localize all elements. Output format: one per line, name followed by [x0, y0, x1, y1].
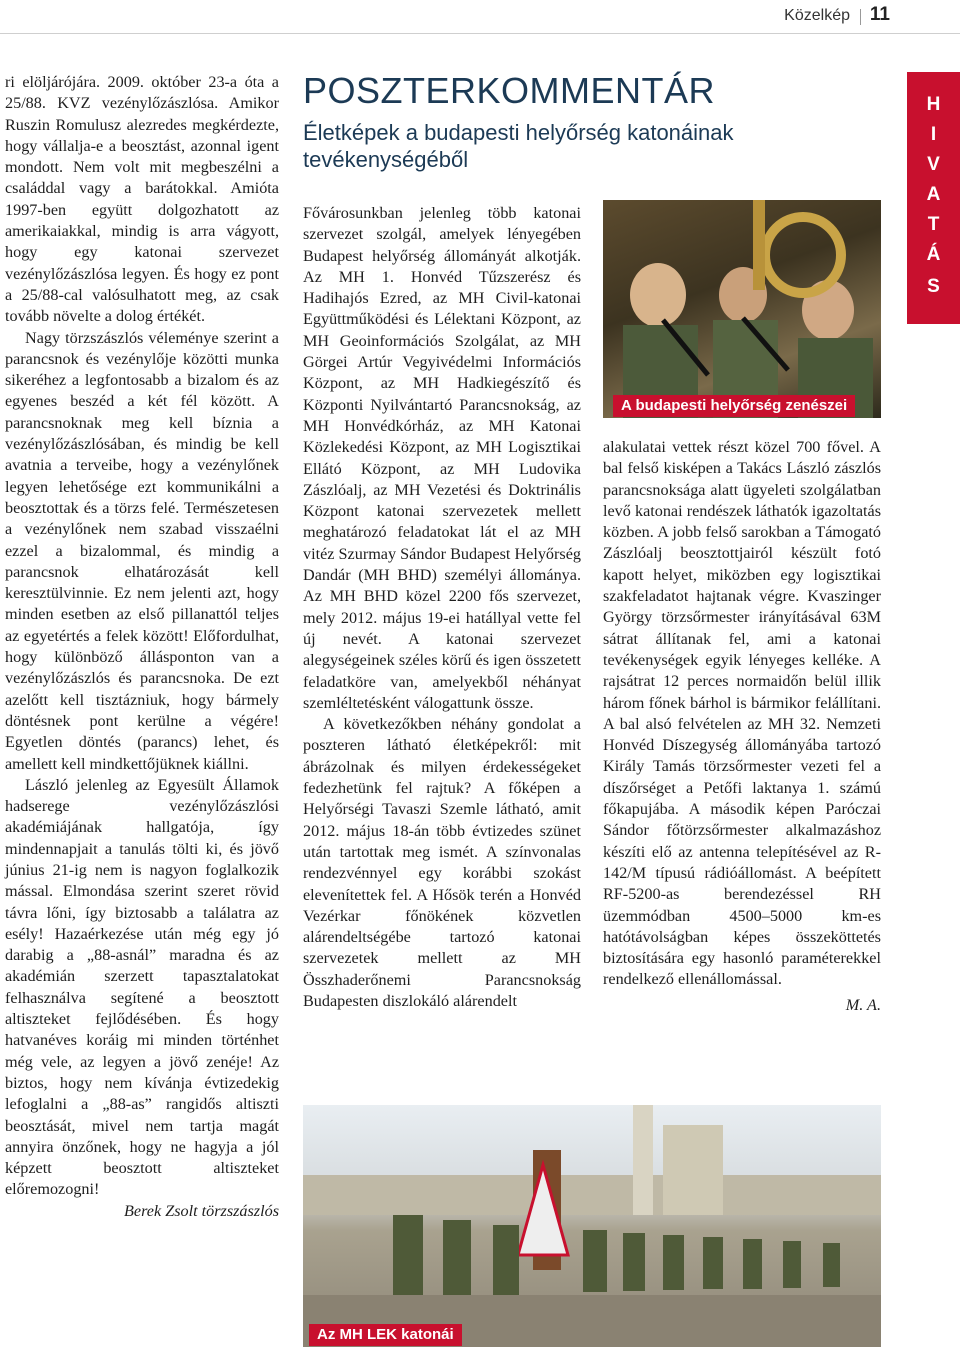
tab-letter: V	[927, 154, 940, 175]
band-photo	[603, 200, 881, 418]
tab-letter: Á	[926, 244, 941, 265]
tab-letter: S	[927, 276, 940, 297]
paragraph: László jelenleg az Egyesült Államok hadserege vezénylőzászlósi akadémiájának hallgatója, így mindennapjait a tanulás tölti ki, és jövő június 21-ig nem is nagyon foglalkozik mással. Elmondása szerint szeret rövid távra lőni, így biztosabb a találatra az esély! Hazaérkezése után még egy jó darabig a „88-asnál” maradna és az akadémián szerzett tapasztalatokat felhasználva segítené a beosztott altiszteket fejlődésében. És hogy hatvanéves koráig mi minden történhet még vele, az legyen a jövő zenéje! Az biztos, hogy nem kívánja évtizedekig lefoglalni a „88-as” rangidős altiszti beosztását, mivel nem tartja magát annyira önzőnek, hogy ne hagyja a jól képzett beosztott altiszteket előremozogni!	[5, 775, 279, 1199]
march-photo	[303, 1105, 881, 1347]
paragraph: Nagy törzszászlós véleménye szerint a parancsnok és vezénylője közötti munka sikeréhez a legfontosabb a bizalom és az egyenes beszéd a két fél között. A parancsnoknak meg kell bíznia a vezénylőzászlósában, és mindig be kell avatnia a terveibe, hogy a vezénylőnek legyen lehetősége ezt kommunikálni a beosztottak és a törzs felé. Természetesen a vezénylőnek nem szabad visszaélni ezzel a bizalommal, és mindig a parancsnok elhatározását kell keresztülvinnie. Ez nem jelenti azt, hogy minden esetben az első pillanattól teljes az egyetértés a felek között! Előfordulhat, hogy különböző állásponton van a vezénylőzászlós és parancsnoka. De ezt azelőtt kell tisztázniuk, hogy bármely döntésnek pont kerülne a végére! Egyetlen döntés (parancs) lehet, és amellett kell mindkettőjüknek kiállni.	[5, 328, 279, 773]
header-rule	[0, 33, 960, 34]
article-column-left	[5, 72, 279, 1222]
page-number: 11	[869, 4, 890, 25]
march-photo-image	[303, 1105, 881, 1347]
march-photo-caption: Az MH LEK katonái	[309, 1324, 462, 1346]
tab-letter: I	[930, 124, 937, 145]
article-subtitle: Életképek a budapesti helyőrség katonáinak tevékenységéből	[303, 120, 734, 172]
tab-letter: T	[927, 214, 940, 235]
article-title: POSZTERKOMMENTÁR	[303, 70, 716, 111]
paragraph: alakulatai vettek részt közel 700 fővel. A bal felső kisképen a Takács László zászlós parancsnoksága alatt ügyeleti szolgálatban levő katonai rendészek láthatók igazoltatás közben. A jobb felső sarokban a Támogató Zászlóalj beosztottjairól készült fotó kapott helyet, miközben egy logisztikai szakfeladatot hajtanak végre. Kvaszinger György törzsőrmester irányításával 63M sátrat állítanak fel, ami a katonai tevékenységek egyik lényeges kelléke. A rajsátrat 12 perces normaidőn belül illik három főnek bárhol is bármikor felállítani. A bal alsó felvételen az MH 32. Nemzeti Honvéd Díszegység állományába tartozó Király Tamás törzsőrmester vezeti fel a díszőrséget a Petőfi laktanya 1. számú főkapujába. A második képen Paróczai Sándor főtörzsőrmester alkalmazáshoz készíti elő az antenna telepítésével az R-142/M típusú rádióállomást. A beépített RF-5200-as berendezéssel RH üzemmódban 4500–5000 km-es hatótávolságban képes összeköttetés biztosítására egy hasonló paraméterekkel rendelkező ellenállomással.	[603, 438, 881, 989]
band-photo-image	[603, 200, 881, 418]
section-name: Közelkép	[784, 7, 850, 24]
band-photo-caption: A budapesti helyőrség zenészei	[613, 395, 855, 417]
tab-letter: A	[926, 184, 941, 205]
header-separator	[860, 9, 861, 25]
paragraph: Fővárosunkban jelenleg több katonai szervezet szolgál, amelyek lényegében Budapest helyőrség állományát alkotják. Az MH 1. Honvéd Tűzszerész és Hadihajós Ezred, az MH Civil-katonai Együttműködési és Lélektani Központ, az MH Geoinformációs Szolgálat, az MH Görgei Artúr Vegyivédelmi Információs Központ, az MH Hadkiegészítő és Központi Nyilvántartó Parancsnokság, az MH Honvédkórház, az MH Katonai Közlekedési Központ, az MH Logisztikai Ellátó Központ, az MH Ludovika Zászlóalj, az MH Vezetési és Doktrinális Központ katonai szervezetek mellett meghatározó feladatokat lát el az MH vitéz Szurmay Sándor Budapest Helyőrség Dandár (MH BHD) személyi állománya. Az MH BHD közel 2200 fős szervezet, mely 2012. május 19-ei hatállyal vette fel új nevét. A katonai szervezet alegységeinek széles körű és igen összetett feladatköre van, amelyekből néhányat szemléltetésként válogattunk össze.	[303, 204, 581, 712]
paragraph: ri elöljárójára. 2009. október 23-a óta a 25/88. KVZ vezénylőzászlósa. Amikor Ruszin Romulusz alezredes megkérdezte, hogy vállalja-e a beosztást, azonnal igent mondott. Nem volt mit megbeszélni a családdal vagy a barátokkal. Amióta 1997-ben együtt dolgozhatott az amerikaiakkal, mindig is arra vágyott, hogy egy katonai szervezet vezénylőzászlósa legyen. És hogy ez pont a 25/88-cal valósulhatott meg, az csak tovább növelte a dolog értékét.	[5, 73, 279, 326]
article-column-middle	[303, 203, 581, 1012]
page-header	[0, 0, 960, 38]
tab-letter: H	[926, 94, 941, 115]
paragraph: A következőkben néhány gondolat a poszteren látható életképekről: mit ábrázolnak és milyen érdekességeket fedezhetünk fel rajtuk? A főképen a Helyőrségi Tavaszi Szemle látható, amit 2012. május 18-án több évtizedes szünet után tartottak meg ismét. A színvonalas rendezvénnyel egy korábbi szokást elevenítettek fel. A Hősök terén a Honvéd Vezérkar főnökének közvetlen alárendeltségébe tartozó katonai szervezetek mellett az MH Összhaderőnemi Parancsnokság Budapesten diszlokáló alárendelt	[303, 715, 581, 1010]
author-signature: M. A.	[845, 995, 881, 1014]
article-column-right	[603, 437, 881, 1016]
section-tab-hivatas	[907, 72, 960, 324]
author-signature: Berek Zsolt törzszászlós	[124, 1201, 279, 1220]
